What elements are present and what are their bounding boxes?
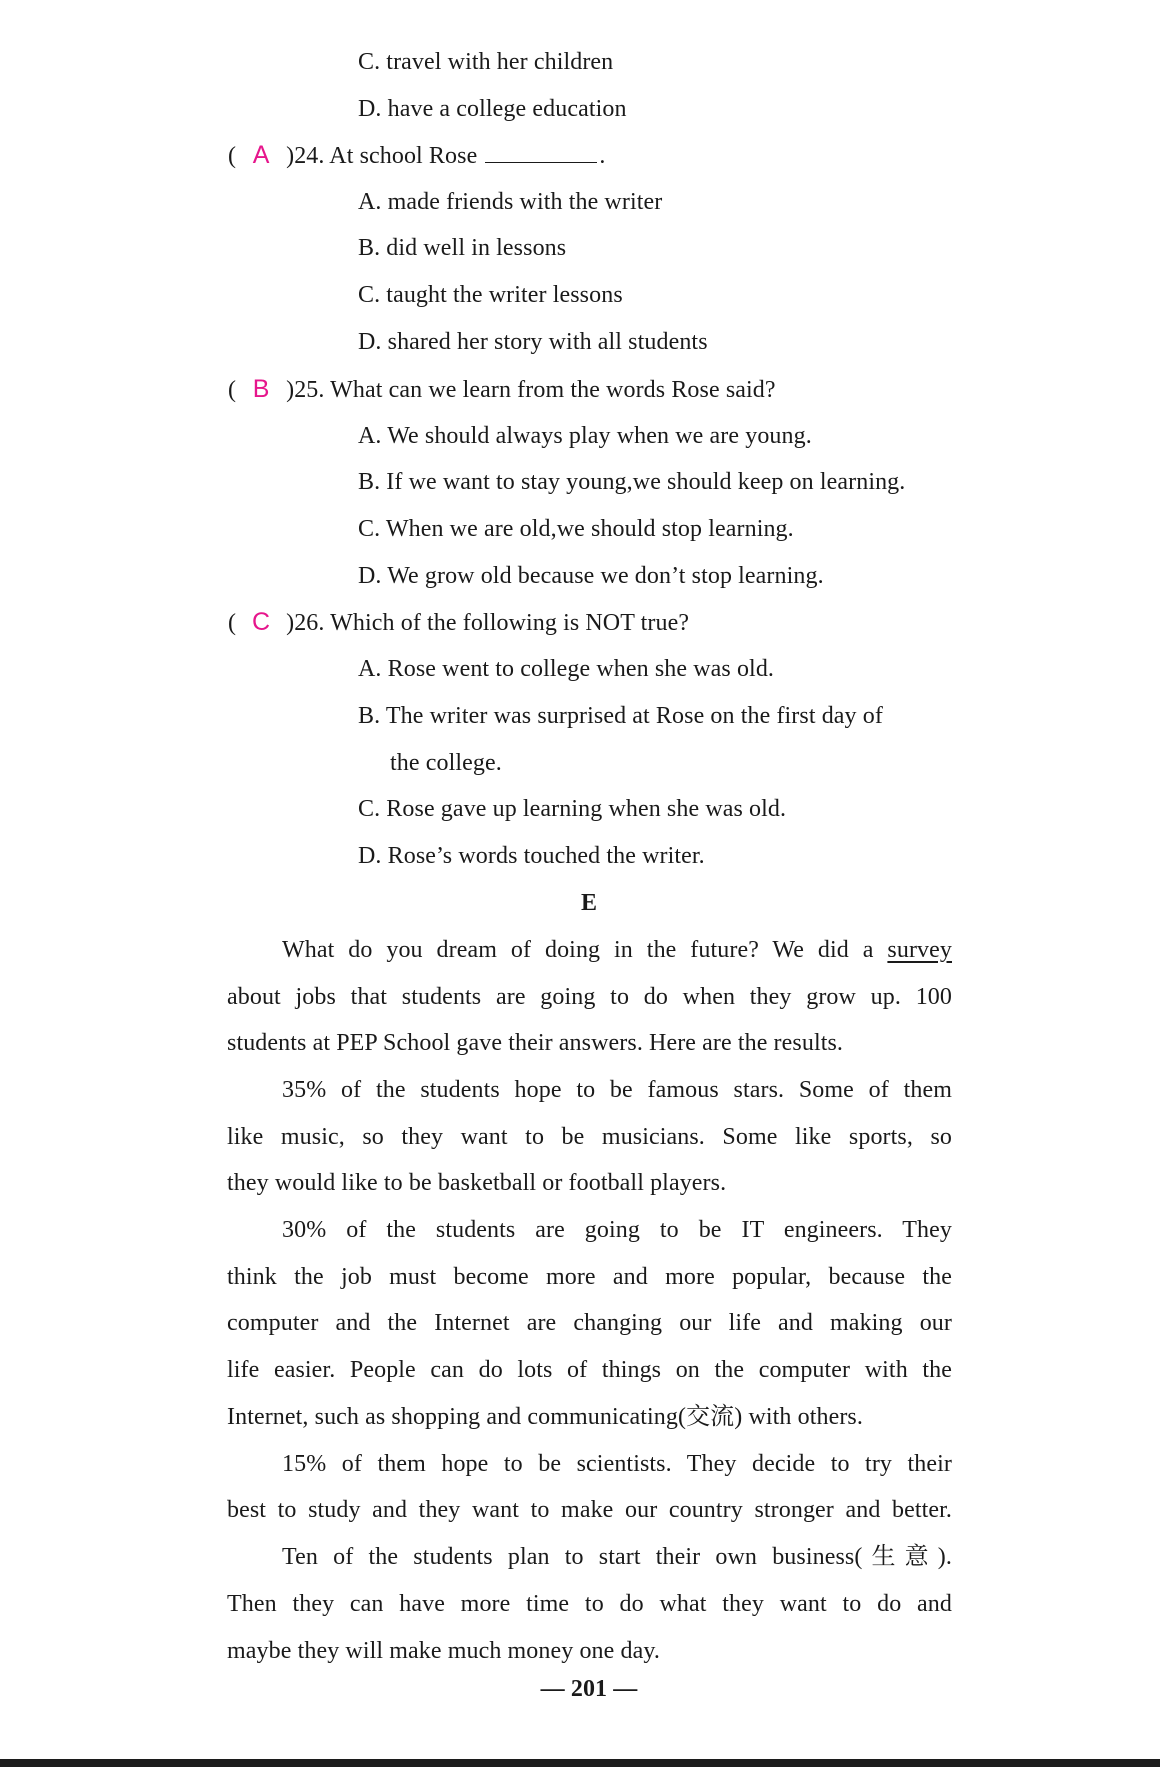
passage-line: best to study and they want to make our country stronger and better. — [227, 1497, 952, 1523]
q24-option-d: D. shared her story with all students — [358, 329, 708, 355]
answer-24: A — [252, 141, 270, 169]
q25-option-c: C. When we are old,we should stop learning. — [358, 516, 794, 542]
passage-line: students at PEP School gave their answers. Here are the results. — [227, 1030, 844, 1056]
bottom-edge-bar — [0, 1759, 1160, 1767]
q24-option-b: B. did well in lessons — [358, 235, 567, 261]
passage-line — [282, 935, 952, 965]
passage-line: 30% of the students are going to be IT engineers. They — [282, 1217, 952, 1243]
passage-line: about jobs that students are going to do when they grow up. 100 — [227, 984, 952, 1010]
q25-option-d: D. We grow old because we don’t stop learning. — [358, 563, 824, 589]
question-25 — [228, 374, 776, 405]
passage-line: they would like to be basketball or football players. — [227, 1170, 727, 1196]
question-24-stem: 24. At school Rose — [294, 143, 478, 169]
bracket-close: ) — [286, 610, 295, 636]
question-26-stem: 26. Which of the following is NOT true? — [294, 610, 690, 636]
q26-option-b: B. The writer was surprised at Rose on the first day of — [358, 703, 883, 729]
answer-blank — [485, 142, 597, 163]
passage-line: computer and the Internet are changing our life and making our — [227, 1310, 952, 1336]
q23-option-c: C. travel with her children — [358, 49, 614, 75]
q24-option-c: C. taught the writer lessons — [358, 282, 623, 308]
q25-option-b: B. If we want to stay young,we should keep on learning. — [358, 469, 906, 495]
passage-line: 35% of the students hope to be famous stars. Some of them — [282, 1077, 952, 1103]
question-24 — [228, 140, 605, 171]
bracket-close: ) — [286, 143, 295, 169]
passage-line: 15% of them hope to be scientists. They decide to try their — [282, 1451, 952, 1477]
q25-option-a: A. We should always play when we are young. — [358, 423, 812, 449]
bracket-close: ) — [286, 377, 295, 403]
q26-option-d: D. Rose’s words touched the writer. — [358, 843, 705, 869]
question-26 — [228, 607, 689, 638]
passage-text: What do you dream of doing in the future? We did a — [282, 937, 874, 963]
bracket-open: ( — [228, 377, 237, 403]
q23-option-d: D. have a college education — [358, 96, 627, 122]
section-heading: E — [580, 890, 598, 916]
passage-line: maybe they will make much money one day. — [227, 1638, 660, 1664]
q24-option-a: A. made friends with the writer — [358, 189, 663, 215]
question-25-stem: 25. What can we learn from the words Rose said? — [294, 377, 776, 403]
q26-option-b-continued: the college. — [390, 750, 502, 776]
passage-line: think the job must become more and more popular, because the — [227, 1264, 952, 1290]
q26-option-a: A. Rose went to college when she was old. — [358, 656, 775, 682]
passage-line: Then they can have more time to do what they want to do and — [227, 1591, 952, 1617]
bracket-open: ( — [228, 610, 237, 636]
bracket-open: ( — [228, 143, 237, 169]
answer-26: C — [252, 608, 271, 636]
underlined-word: survey — [887, 937, 952, 963]
question-24-end: . — [599, 143, 606, 169]
passage-line: Internet, such as shopping and communicating(交流) with others. — [227, 1404, 863, 1430]
passage-line: life easier. People can do lots of things on the computer with the — [227, 1357, 952, 1383]
answer-25: B — [252, 375, 270, 403]
passage-line: like music, so they want to be musicians. Some like sports, so — [227, 1124, 952, 1150]
q26-option-c: C. Rose gave up learning when she was old. — [358, 796, 787, 822]
page-number: — 201 — — [540, 1676, 638, 1702]
passage-line: Ten of the students plan to start their own business(生意). — [282, 1544, 952, 1570]
